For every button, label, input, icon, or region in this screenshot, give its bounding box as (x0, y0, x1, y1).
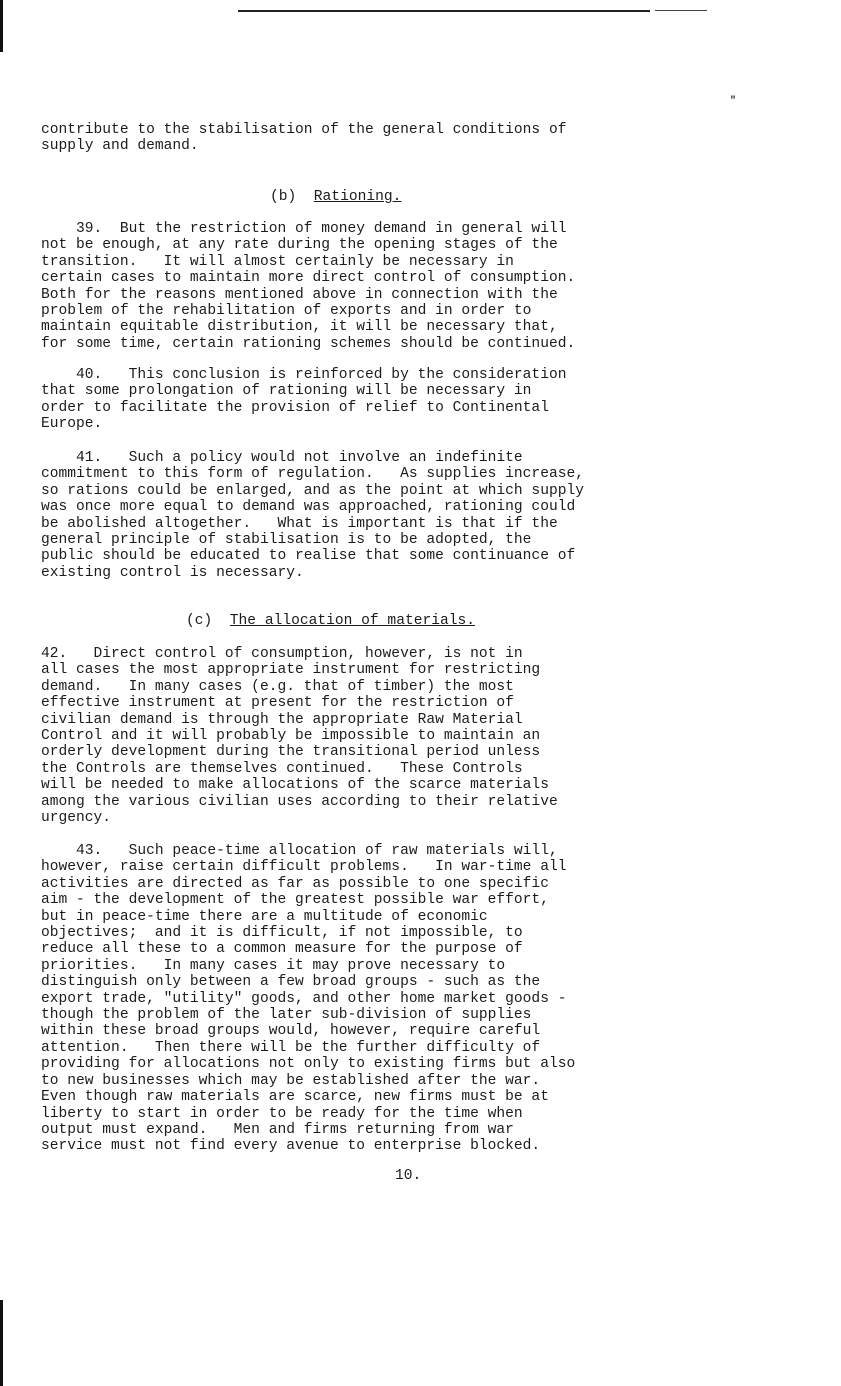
section-heading-rationing (270, 189, 401, 205)
section-marker: (b) (270, 189, 297, 205)
paragraph-42-text: 42. Direct control of consumption, however, is not in all cases the most appropriate instrument for restricting demand. In many cases (e.g. that of timber) the most effective instrument at present for the restriction of civilian demand is through the appropriate Raw Material Control and it will probably be impossible to maintain an orderly development during the transitional period unless the Controls are themselves continued. These Controls will be needed to make allocations of the scarce materials among the various civilian uses according to their relative urgency. (41, 646, 558, 827)
corner-mark: " (730, 96, 737, 107)
left-edge-bar-top (0, 0, 3, 52)
left-edge-bar-bottom (0, 1300, 3, 1386)
page-number: 10. (395, 1168, 422, 1184)
top-rule-tail (655, 10, 707, 11)
intro-paragraph: contribute to the stabilisation of the general conditions of supply and demand. (41, 122, 567, 155)
section-title: The allocation of materials. (229, 613, 476, 629)
paragraph-42 (41, 646, 599, 827)
paragraph-43: 43. Such peace-time allocation of raw materials will, however, raise certain difficult problems. In war-time all activities are directed as far as possible to one specific aim - the development of the greatest possible war effort, but in peace-time there are a multitude of economic objectives; and it is difficult, if not impossible, to reduce all these to a common measure for the purpose of priorities. In many cases it may prove necessary to distinguish only between a few broad groups - such as the export trade, "utility" goods, and other home market goods - though the problem of the later sub-division of supplies within these broad groups would, however, require careful attention. Then there will be the further difficulty of providing for allocations not only to existing firms but also to new businesses which may be established after the war. Even though raw materials are scarce, new firms must be at liberty to start in order to be ready for the time when output must expand. Men and firms returning from war service must not find every avenue to enterprise blocked. (41, 843, 576, 1155)
paragraph-40: 40. This conclusion is reinforced by the consideration that some prolongation of rationing will be necessary in order to facilitate the provision of relief to Continental Europe. (41, 367, 567, 433)
section-title: Rationing. (313, 189, 402, 205)
paragraph-41: 41. Such a policy would not involve an indefinite commitment to this form of regulation. As supplies increase, so rations could be enlarged, and as the point at which supply was once more equal to demand was approached, rationing could be abolished altogether. What is important is that if the general principle of stabilisation is to be adopted, the public should be educated to realise that some continuance of existing control is necessary. (41, 450, 584, 581)
paragraph-39: 39. But the restriction of money demand in general will not be enough, at any rate during the opening stages of the transition. It will almost certainly be necessary in certain cases to maintain more direct control of consumption. Both for the reasons mentioned above in connection with the problem of the rehabilitation of exports and in order to maintain equitable distribution, it will be necessary that, for some time, certain rationing schemes should be continued. (41, 221, 576, 352)
top-rule (238, 10, 650, 12)
section-heading-allocation (186, 613, 475, 629)
section-marker: (c) (186, 613, 213, 629)
